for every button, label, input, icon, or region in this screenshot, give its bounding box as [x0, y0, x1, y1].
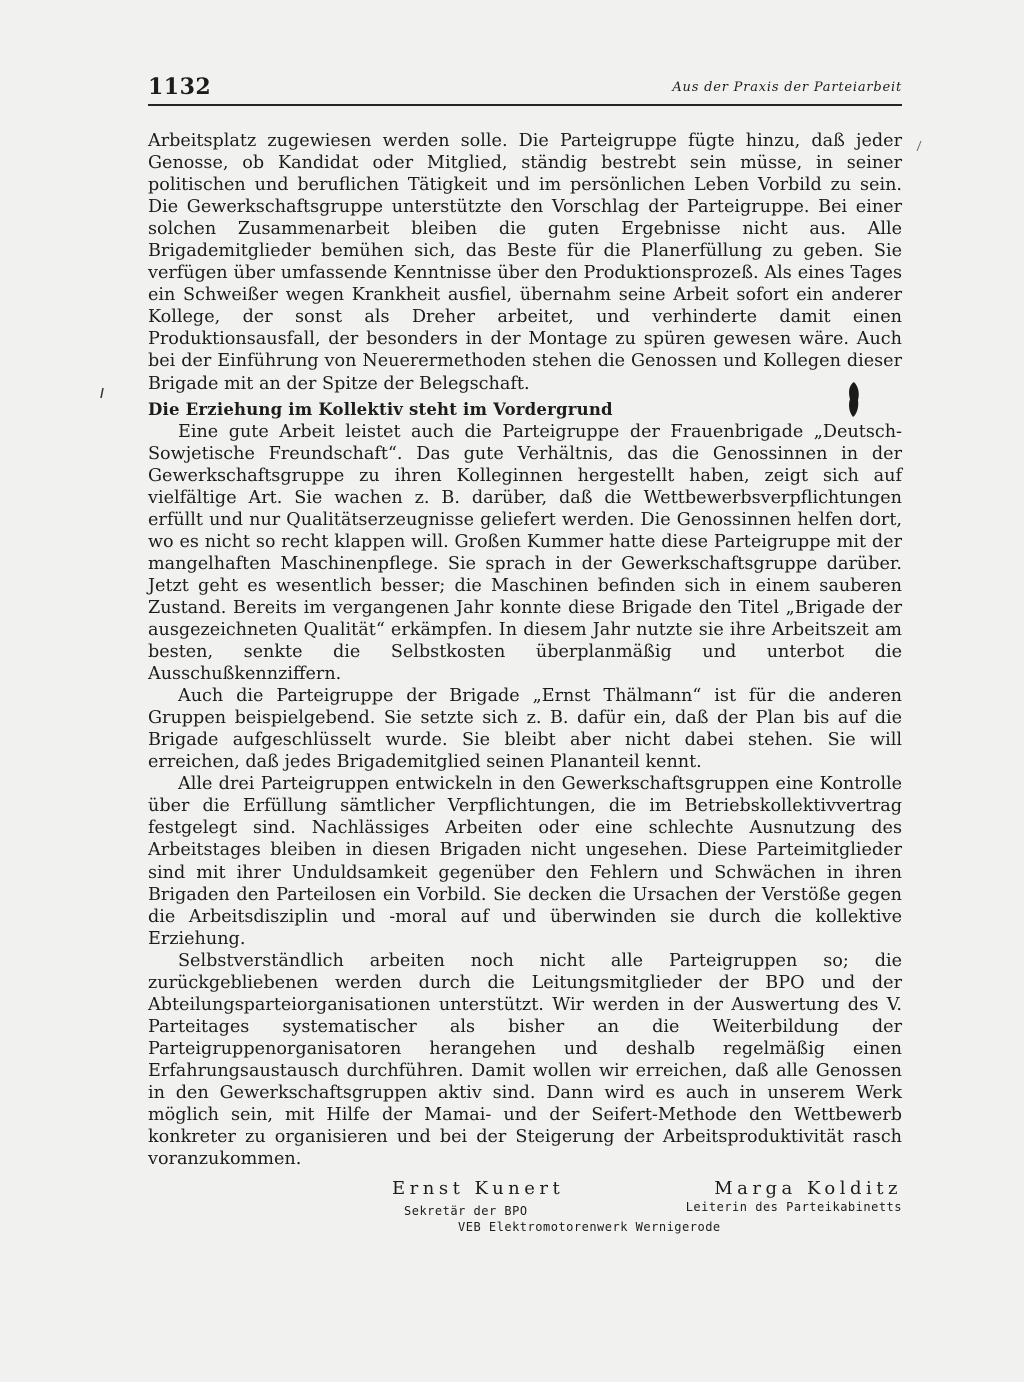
signatory-left-name: Ernst Kunert	[392, 1178, 565, 1199]
paragraph-5: Selbstverständlich arbeiten noch nicht alle Parteigruppen so; die zurückgebliebenen werden durch die Leitungsmitglieder der BPO und der Abteilungsparteiorganisationen unterstützt. Wir werden in der Auswertung des V. Parteitages systematischer als bisher an die Weiterbildung der Parteigruppenorganisatoren herangehen und deshalb regelmäßig einen Erfahrungsaustausch durchführen. Damit wollen wir erreichen, daß alle Genossen in den Gewerkschaftsgruppen aktiv sind. Dann wird es auch in unserem Werk möglich sein, mit Hilfe der Mamai- und der Seifert-Methode den Wettbewerb konkreter zu organisieren und bei der Steigerung der Arbeitsproduktivität rasch voranzukommen.	[148, 950, 902, 1170]
stray-mark-icon	[916, 140, 922, 152]
page-number: 1132	[148, 74, 212, 100]
section-heading: Die Erziehung im Kollektiv steht im Vordergrund	[148, 399, 613, 419]
paragraph-3: Auch die Parteigruppe der Brigade „Ernst Thälmann“ ist für die anderen Gruppen beispielgebend. Sie setzte sich z. B. dafür ein, daß der Plan bis auf die Brigade aufgeschlüsselt wurde. Sie bleibt aber nicht dabei stehen. Sie will erreichen, daß jedes Brigademitglied seinen Plananteil kennt.	[148, 686, 902, 773]
paragraph-4: Alle drei Parteigruppen entwickeln in den Gewerkschaftsgruppen eine Kontrolle über die Erfüllung sämtlicher Verpflichtungen, die im Betriebskollektivvertrag festgelegt sind. Nachlässiges Arbeiten oder eine schlechte Ausnutzung des Arbeitstages bleiben in diesen Brigaden nicht ungesehen. Diese Parteimitglieder sind mit ihrer Unduldsamkeit gegenüber den Fehlern und Schwächen in ihren Brigaden den Parteilosen ein Vorbild. Sie decken die Ursachen der Verstöße gegen die Arbeitsdisziplin und -moral auf und überwinden sie durch die kollektive Erziehung.	[148, 774, 902, 949]
signature-block	[148, 1178, 902, 1238]
header-rule	[148, 104, 902, 106]
stray-mark-icon	[99, 387, 105, 399]
signatory-organization: VEB Elektromotorenwerk Wernigerode	[458, 1220, 721, 1234]
ink-blot-icon	[846, 381, 862, 419]
running-head: Aus der Praxis der Parteiarbeit	[672, 80, 902, 95]
article-body	[148, 130, 902, 1170]
paragraph-2: Eine gute Arbeit leistet auch die Parteigruppe der Frauenbrigade „Deutsch-Sowjetische Freundschaft“. Das gute Verhältnis, das die Genossinnen in der Gewerkschaftsgruppe zu ihren Kolleginnen hergestellt haben, zeigt sich auf vielfältige Art. Sie wachen z. B. darüber, daß die Wettbewerbsverpflichtungen erfüllt und nur Qualitätserzeugnisse geliefert werden. Die Genossinnen helfen dort, wo es nicht so recht klappen will. Großen Kummer hatte diese Parteigruppe mit der mangelhaften Maschinenpflege. Sie sprach in der Gewerkschaftsgruppe darüber. Jetzt geht es wesentlich besser; die Maschinen befinden sich in einem sauberen Zustand. Bereits im vergangenen Jahr konnte diese Brigade den Titel „Brigade der ausgezeichneten Qualität“ erkämpfen. In diesem Jahr nutzte sie ihre Arbeitszeit am besten, senkte die Selbstkosten überplanmäßig und unterbot die Ausschußkennziffern.	[148, 421, 902, 685]
paragraph-1: Arbeitsplatz zugewiesen werden solle. Die Parteigruppe fügte hinzu, daß jeder Genosse, ob Kandidat oder Mitglied, ständig bestrebt sein müsse, in seiner politischen und beruflichen Tätigkeit und im persönlichen Leben Vorbild zu sein. Die Gewerkschaftsgruppe unterstützte den Vorschlag der Parteigruppe. Bei einer solchen Zusammenarbeit bleiben die guten Ergebnisse nicht aus. Alle Brigademitglieder bemühen sich, das Beste für die Planerfüllung zu geben. Sie verfügen über umfassende Kenntnisse über den Produktionsprozeß. Als eines Tages ein Schweißer wegen Krankheit ausfiel, übernahm seine Arbeit sofort ein anderer Kollege, der sonst als Dreher arbeitet, und verhinderte damit einen Produktionsausfall, der besonders in der Montage zu spüren gewesen wäre. Auch bei der Einführung von Neuerermethoden stehen die Genossen und Kollegen dieser Brigade mit an der Spitze der Belegschaft.	[148, 131, 902, 394]
signatory-right-role: Leiterin des Parteikabinetts	[685, 1200, 902, 1214]
signatory-right-name: Marga Kolditz	[714, 1178, 902, 1199]
signatory-left-role: Sekretär der BPO	[404, 1204, 528, 1218]
